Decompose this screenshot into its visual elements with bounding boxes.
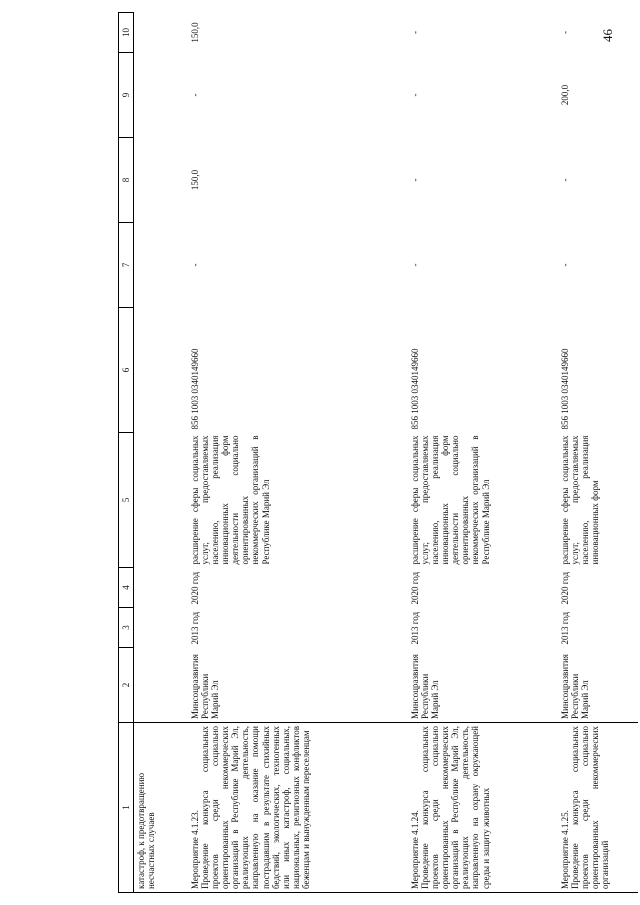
- value-col8: -: [560, 178, 570, 182]
- header-cell: 7: [119, 223, 134, 308]
- header-row: [119, 13, 134, 893]
- continuation-row: [134, 13, 189, 893]
- program-table: [118, 12, 638, 893]
- executor-cell: Минсоцразвития Республики Марий Эл: [560, 654, 591, 719]
- header-cell: 10: [119, 13, 134, 53]
- start-year: 2013 год: [190, 611, 200, 645]
- rotated-table-area: [118, 13, 638, 893]
- table-row: [188, 13, 408, 893]
- start-year: 2013 год: [410, 611, 420, 645]
- header-cell: 6: [119, 308, 134, 433]
- expected-result: расширение сферы социальных услуг, предоставляемых населению, реализация инновационных форм: [560, 435, 601, 565]
- budget-code: 856 1003 0340149660: [410, 348, 420, 430]
- table-row: [408, 13, 558, 893]
- value-col9: -: [410, 93, 420, 97]
- value-col10: -: [560, 31, 570, 34]
- header-cell: 5: [119, 433, 134, 568]
- header-cell: 4: [119, 568, 134, 608]
- start-year: 2013 год: [560, 611, 570, 645]
- header-cell: 9: [119, 53, 134, 138]
- end-year: 2020 год: [560, 571, 570, 605]
- measure-description: Проведение конкурса социальных проектов среди социально ориентированных некоммерческих организаций в Республике Марий Эл, реализующих деятельность, направленную на охрану окружающей среды и защиту животных: [420, 726, 491, 889]
- end-year: 2020 год: [190, 571, 200, 605]
- table-row: [558, 13, 638, 893]
- expected-result: расширение сферы социальных услуг, предоставляемых населению, реализация инновационных форм деятельности социально ориентированных некоммерческих организаций в Республике Марий Эл: [410, 435, 491, 565]
- measure-description: Проведение конкурса социальных проектов среди социально ориентированных некоммерческих организаций: [570, 726, 611, 889]
- value-col7: -: [410, 263, 420, 267]
- header-cell: 2: [119, 648, 134, 723]
- header-cell: 3: [119, 608, 134, 648]
- value-col10: 150,0: [190, 22, 200, 43]
- value-col10: -: [410, 31, 420, 34]
- measure-title: Мероприятие 4.1.24.: [410, 810, 420, 889]
- budget-code: 856 1003 0340149660: [560, 348, 570, 430]
- measure-cell: [408, 723, 558, 893]
- value-col9: 200,0: [560, 84, 570, 106]
- value-col7: -: [560, 263, 570, 267]
- executor-cell: Минсоцразвития Республики Марий Эл: [190, 654, 221, 719]
- end-year: 2020 год: [410, 571, 420, 605]
- measure-cell: [188, 723, 408, 893]
- measure-title: Мероприятие 4.1.23.: [190, 810, 200, 889]
- header-cell: 8: [119, 138, 134, 223]
- value-col8: 150,0: [190, 169, 200, 191]
- continuation-note: катастроф, к предотвращению несчастных случаев: [134, 723, 189, 893]
- measure-title: Мероприятие 4.1.25.: [560, 810, 570, 889]
- expected-result: расширение сферы социальных услуг, предоставляемых населению, реализация инновационных форм деятельности социально ориентированных некоммерческих организаций в Республике Марий Эл: [190, 435, 271, 565]
- value-col9: -: [190, 93, 200, 97]
- measure-cell: [558, 723, 638, 893]
- budget-code: 856 1003 0340149660: [190, 348, 200, 430]
- executor-cell: Минсоцразвития Республики Марий Эл: [410, 654, 441, 719]
- page-number: 46: [600, 29, 615, 42]
- measure-description: Проведение конкурса социальных проектов среди социально ориентированных некоммерческих организаций в Республике Марий Эл, реализующих деятельность, направленную на оказание помощи пострадавшим в результате стихийных бедствий, экологических, техногенных или иных катастроф, социальных, национальных, религиозных конфликтов беженцам и вынужденным переселенцам: [200, 726, 311, 889]
- value-col8: -: [410, 178, 420, 182]
- value-col7: -: [190, 263, 200, 267]
- header-cell: 1: [119, 723, 134, 893]
